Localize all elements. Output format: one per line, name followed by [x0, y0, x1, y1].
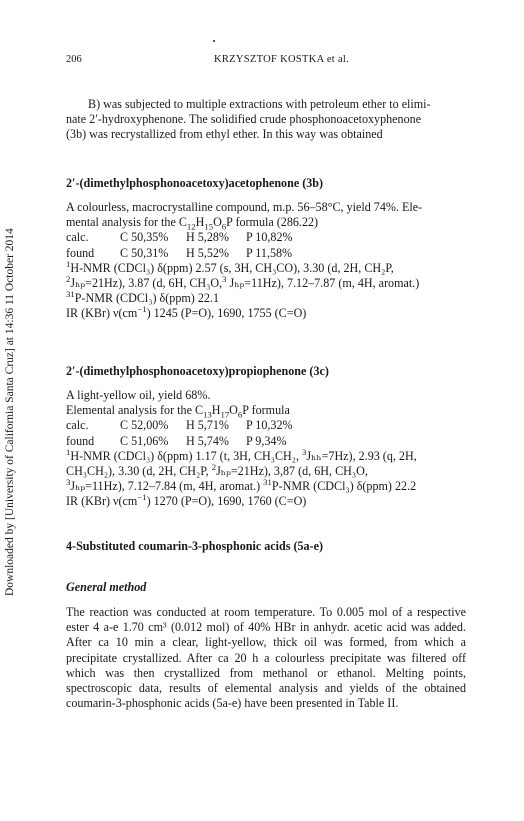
- compound-3b-title: 2′-(dimethylphosphonoacetoxy)acetophenone (3b): [66, 176, 324, 190]
- p-nmr-line: $^{31}$P-NMR (CDCl₃) δ(ppm) 22.1: [66, 289, 219, 306]
- h-nmr-line: CH₃CH₂), 3.30 (d, 2H, CH₂P, $^2$Jₕₚ=21Hz), 3,87 (d, 6H, CH₃O,: [66, 461, 368, 479]
- compound-3b-formula: mental analysis for the $C_{12}H_{15}O_6P$ formula (286.22): [66, 215, 319, 232]
- compound-3c-formula: Elemental analysis for the $C_{13}H_{17}O_6P$ formula: [66, 403, 290, 420]
- section-subtitle: General method: [66, 580, 147, 594]
- page-number: 206: [66, 54, 82, 65]
- ir-line: IR (KBr) $\nu(cm^{-1})$ 1245 (P=O), 1690, 1755 (C=O): [66, 304, 307, 321]
- h-nmr-line: $^1$H-NMR (CDCl₃) δ(ppm) 2.57 (s, 3H, CH₃CO), 3.30 (d, 2H, CH₂P,: [66, 258, 394, 275]
- running-head: KRZYSZTOF KOSTKA et al.: [214, 54, 350, 65]
- compound-3c-title: 2′-(dimethylphosphonoacetoxy)propiophenone (3c): [66, 364, 329, 378]
- download-notice: Downloaded by [University of California Santa Cruz] at 14:36 11 October 2014: [4, 228, 16, 596]
- method-paragraph: [66, 605, 466, 711]
- method-body: The reaction was conducted at room temperature. To 0.005 mol of a respective ester 4 a-e 1.70 cm³ (0.012 mol) of 40% HBr in anhydr. acetic acid was added. After ca 10 min a clear, light-yellow, thick oil was formed, from which a precipitate crystallized. After ca 20 h a colourless precipitate was filtered off which was then crystallized from methanol or ethanol. Melting points, spectroscopic data, results of elemental analysis and yields of the obtained coumarin-3-phosphonic acids (5a-e) have been presented in Table II.: [66, 605, 466, 711]
- compound-3c-desc: A light-yellow oil, yield 68%.: [66, 388, 211, 402]
- compound-3c-block: [66, 388, 466, 510]
- intro-line: nate 2′-hydroxyphenone. The solidified crude phosphonoacetoxyphenone: [66, 112, 422, 127]
- h-nmr-line: $^1$H-NMR (CDCl₃) δ(ppm) 1.17 (t, 3H, CH₃CH₂, $^3$Jₕₕ=7Hz), 2.93 (q, 2H,: [66, 446, 417, 463]
- found-row: found C 51,06% H 5,74% P 9,34%: [66, 433, 287, 448]
- intro-line: (3b) was recrystallized from ethyl ether. In this way was obtained: [66, 127, 383, 142]
- found-row: found C 50,31% H 5,52% P 11,58%: [66, 245, 293, 260]
- intro-paragraph: [66, 97, 466, 143]
- h-nmr-line: $^3$Jₕₚ=11Hz), 7.12–7.84 (m, 4H, aromat.) $^{31}$P-NMR (CDCl₃) δ(ppm) 22.2: [66, 477, 417, 494]
- print-speck: [213, 40, 215, 42]
- section-title: 4-Substituted coumarin-3-phosphonic acids (5a-e): [66, 539, 324, 553]
- compound-3b-block: [66, 200, 466, 322]
- calc-row: calc. C 52,00% H 5,71% P 10,32%: [66, 418, 293, 433]
- calc-row: calc. C 50,35% H 5,28% P 10,82%: [66, 230, 293, 245]
- compound-3b-desc: A colourless, macrocrystalline compound, m.p. 56–58°C, yield 74%. Ele-: [66, 200, 423, 214]
- h-nmr-line: $^2$Jₕₚ=21Hz), 3.87 (d, 6H, CH₃O,$^3$ Jₕₚ=11Hz), 7.12–7.87 (m, 4H, aromat.): [66, 273, 420, 291]
- ir-line: IR (KBr) $\nu(cm^{-1})$ 1270 (P=O), 1690, 1760 (C=O): [66, 492, 307, 509]
- intro-line: B) was subjected to multiple extractions with petroleum ether to elimi-: [88, 97, 431, 111]
